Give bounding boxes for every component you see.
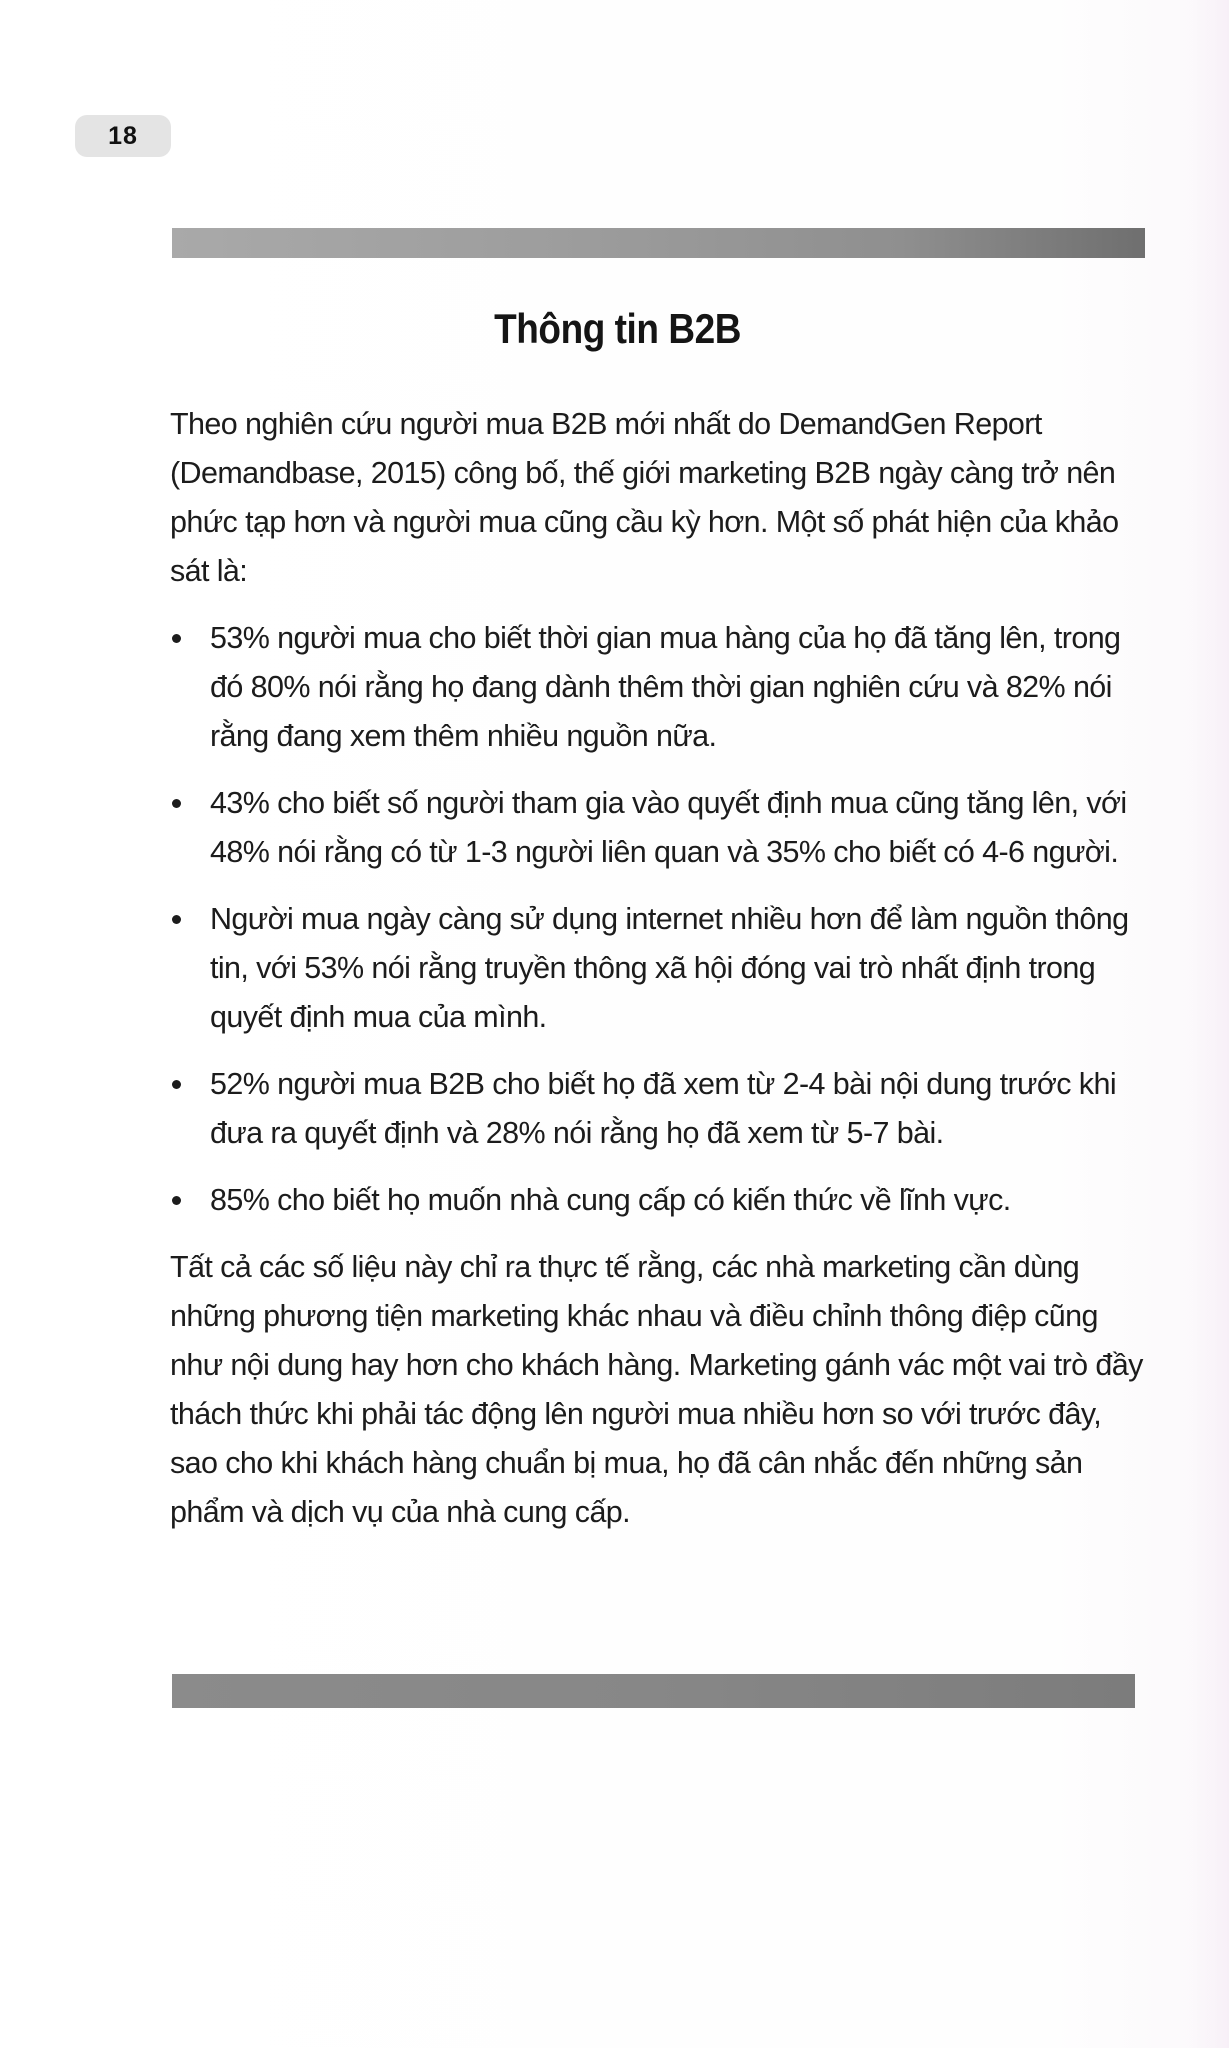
bullet-icon — [172, 634, 181, 643]
page-edge-shadow — [1189, 0, 1229, 2048]
list-item — [170, 1176, 1145, 1225]
list-item — [170, 895, 1145, 1042]
page-number: 18 — [108, 121, 138, 150]
section-body — [170, 400, 1145, 1537]
finding-text: Người mua ngày càng sử dụng internet nhiều hơn để làm nguồn thông tin, với 53% nói rằng truyền thông xã hội đóng vai trò nhất định trong quyết định mua của mình. — [210, 902, 1129, 1034]
top-divider-bar — [172, 228, 1145, 258]
finding-text: 53% người mua cho biết thời gian mua hàng của họ đã tăng lên, trong đó 80% nói rằng họ đang dành thêm thời gian nghiên cứu và 82% nói rằng đang xem thêm nhiều nguồn nữa. — [210, 621, 1121, 753]
findings-list — [170, 614, 1145, 1225]
bottom-divider-bar — [172, 1674, 1135, 1708]
finding-text: 43% cho biết số người tham gia vào quyết định mua cũng tăng lên, với 48% nói rằng có từ 1-3 người liên quan và 35% cho biết có 4-6 người. — [210, 786, 1127, 869]
list-item — [170, 1060, 1145, 1158]
conclusion-paragraph: Tất cả các số liệu này chỉ ra thực tế rằng, các nhà marketing cần dùng những phương tiện marketing khác nhau và điều chỉnh thông điệp cũng như nội dung hay hơn cho khách hàng. Marketing gánh vác một vai trò đầy thách thức khi phải tác động lên người mua nhiều hơn so với trước đây, sao cho khi khách hàng chuẩn bị mua, họ đã cân nhắc đến những sản phẩm và dịch vụ của nhà cung cấp. — [170, 1250, 1143, 1529]
bullet-icon — [172, 1196, 181, 1205]
finding-text: 85% cho biết họ muốn nhà cung cấp có kiến thức về lĩnh vực. — [210, 1183, 1011, 1217]
section-title: Thông tin B2B — [494, 305, 741, 352]
page-number-badge — [75, 115, 171, 157]
bullet-icon — [172, 915, 181, 924]
finding-text: 52% người mua B2B cho biết họ đã xem từ 2-4 bài nội dung trước khi đưa ra quyết định và 28% nói rằng họ đã xem từ 5-7 bài. — [210, 1067, 1116, 1150]
bullet-icon — [172, 1080, 181, 1089]
intro-paragraph: Theo nghiên cứu người mua B2B mới nhất do DemandGen Report (Demandbase, 2015) công bố, thế giới marketing B2B ngày càng trở nên phức tạp hơn và người mua cũng cầu kỳ hơn. Một số phát hiện của khảo sát là: — [170, 407, 1119, 588]
bullet-icon — [172, 799, 181, 808]
list-item — [170, 779, 1145, 877]
list-item — [170, 614, 1145, 761]
